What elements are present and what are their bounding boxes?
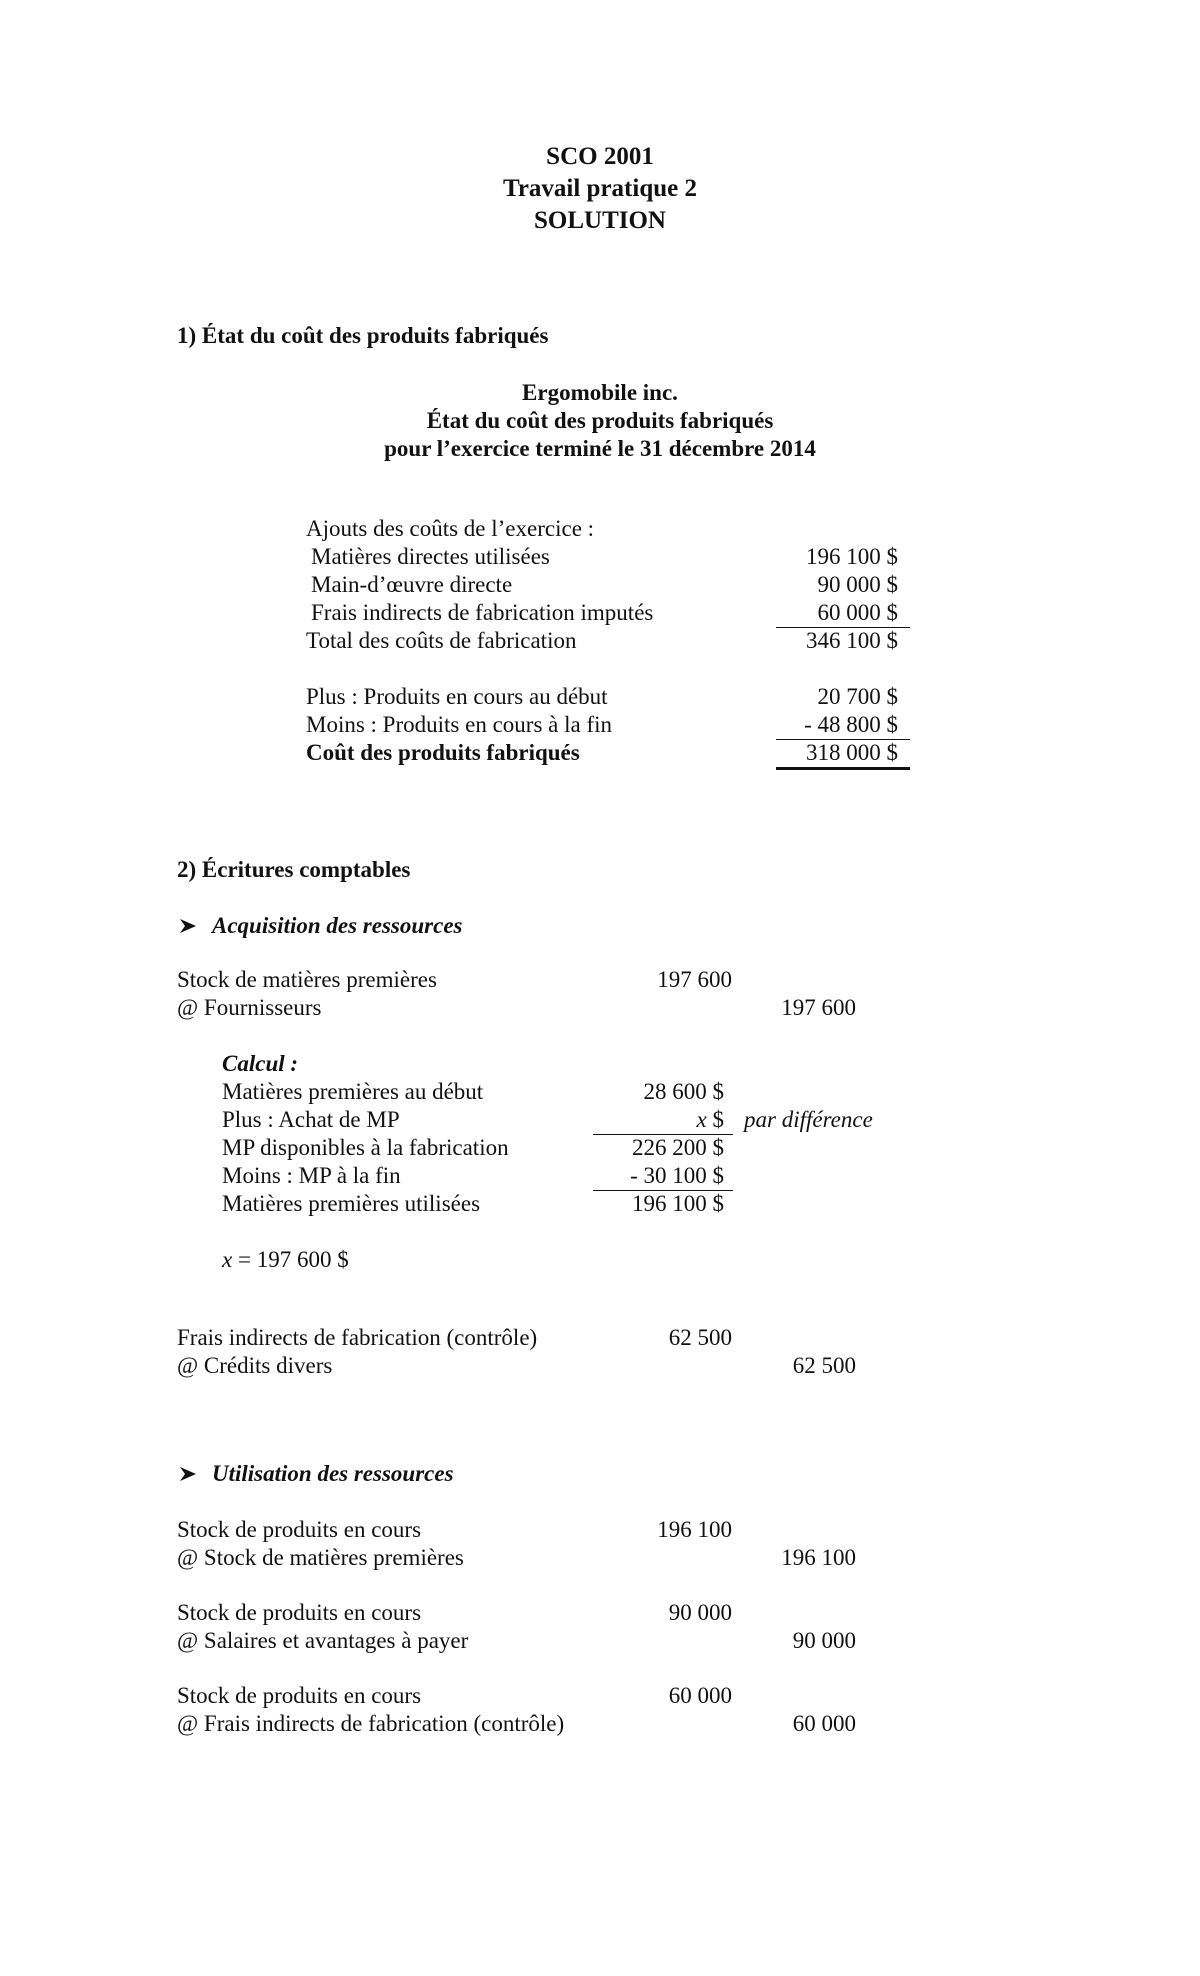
- entry-debit-amount: 196 100: [657, 1517, 732, 1542]
- calc-row-amount: 28 600 $: [643, 1079, 724, 1104]
- calc-row-amount: 226 200 $: [632, 1135, 724, 1160]
- statement-row-label: Moins : Produits en cours à la fin: [306, 712, 612, 737]
- entry-credit-account: @ Salaires et avantages à payer: [177, 1628, 469, 1653]
- calc-result-value: = 197 600 $: [232, 1247, 349, 1272]
- entry-debit-amount: 197 600: [657, 967, 732, 992]
- entry-debit-account: Stock de matières premières: [177, 967, 437, 992]
- entry-credit-amount: 90 000: [792, 1628, 856, 1653]
- calc-row-label: Moins : MP à la fin: [222, 1163, 401, 1188]
- entry-debit-account: Stock de produits en cours: [177, 1600, 422, 1625]
- solution-label: SOLUTION: [534, 207, 666, 234]
- section1-heading: 1) État du coût des produits fabriqués: [177, 323, 549, 348]
- arrowhead-bullet-icon: [178, 1460, 200, 1488]
- statement-title: État du coût des produits fabriqués: [426, 408, 774, 433]
- calc-row-label: Matières premières utilisées: [222, 1191, 481, 1216]
- entry-credit-amount: 60 000: [792, 1711, 856, 1736]
- entry-debit-account: Stock de produits en cours: [177, 1683, 422, 1708]
- statement-row-amount: 20 700 $: [817, 684, 898, 709]
- assignment-title: Travail pratique 2: [503, 175, 697, 202]
- calc-row-amount: [590, 1106, 724, 1134]
- utilisation-title: Utilisation des ressources: [212, 1461, 454, 1486]
- statement-row-label: Main-d’œuvre directe: [311, 572, 513, 597]
- entry-debit-account: Stock de produits en cours: [177, 1517, 422, 1542]
- entry-debit-amount: 60 000: [668, 1683, 732, 1708]
- entry-credit-account: @ Fournisseurs: [177, 995, 322, 1020]
- entry-credit-amount: 62 500: [792, 1353, 856, 1378]
- statement-row-amount: 346 100 $: [806, 628, 898, 653]
- calc-variable: x: [696, 1107, 707, 1132]
- calc-row-label: MP disponibles à la fabrication: [222, 1135, 509, 1160]
- entry-credit-amount: 196 100: [781, 1545, 856, 1570]
- statement-row-amount: 196 100 $: [806, 544, 898, 569]
- calc-result-variable: x: [222, 1247, 233, 1272]
- section2-heading: 2) Écritures comptables: [177, 857, 411, 882]
- entry-credit-account: @ Stock de matières premières: [177, 1545, 464, 1570]
- calc-row-label: Plus : Achat de MP: [222, 1107, 400, 1132]
- statement-row-label: Plus : Produits en cours au début: [306, 684, 608, 709]
- statement-row-amount: 60 000 $: [817, 600, 898, 625]
- entry-credit-account: @ Crédits divers: [177, 1353, 333, 1378]
- statement-row-label: Total des coûts de fabrication: [306, 628, 577, 653]
- company-name: Ergomobile inc.: [522, 380, 678, 405]
- entry-debit-amount: 90 000: [668, 1600, 732, 1625]
- calc-row-amount: - 30 100 $: [630, 1163, 724, 1188]
- statement-row-label: Matières directes utilisées: [311, 544, 550, 569]
- entry-credit-amount: 197 600: [781, 995, 856, 1020]
- course-code: SCO 2001: [546, 143, 654, 170]
- entry-debit-account: Frais indirects de fabrication (contrôle): [177, 1325, 538, 1350]
- calc-row-note: par différence: [744, 1107, 873, 1132]
- statement-total-amount: 318 000 $: [806, 740, 898, 765]
- calc-row-amount: 196 100 $: [632, 1191, 724, 1216]
- statement-row-amount: - 48 800 $: [804, 712, 898, 737]
- total-double-rule: [776, 767, 910, 770]
- arrowhead-bullet-icon: [178, 912, 200, 940]
- entry-credit-account: @ Frais indirects de fabrication (contrôle): [177, 1711, 565, 1736]
- statement-row-label: Ajouts des coûts de l’exercice :: [306, 516, 595, 541]
- statement-row-amount: 90 000 $: [817, 572, 898, 597]
- statement-total-label: Coût des produits fabriqués: [306, 740, 580, 765]
- statement-row-label: Frais indirects de fabrication imputés: [311, 600, 654, 625]
- acquisition-title: Acquisition des ressources: [212, 913, 463, 938]
- statement-period: pour l’exercice terminé le 31 décembre 2014: [384, 436, 816, 461]
- calc-result: [222, 1246, 349, 1274]
- calc-row-label: Matières premières au début: [222, 1079, 484, 1104]
- calc-title: Calcul :: [222, 1051, 299, 1076]
- entry-debit-amount: 62 500: [668, 1325, 732, 1350]
- calc-unit: $: [706, 1107, 724, 1132]
